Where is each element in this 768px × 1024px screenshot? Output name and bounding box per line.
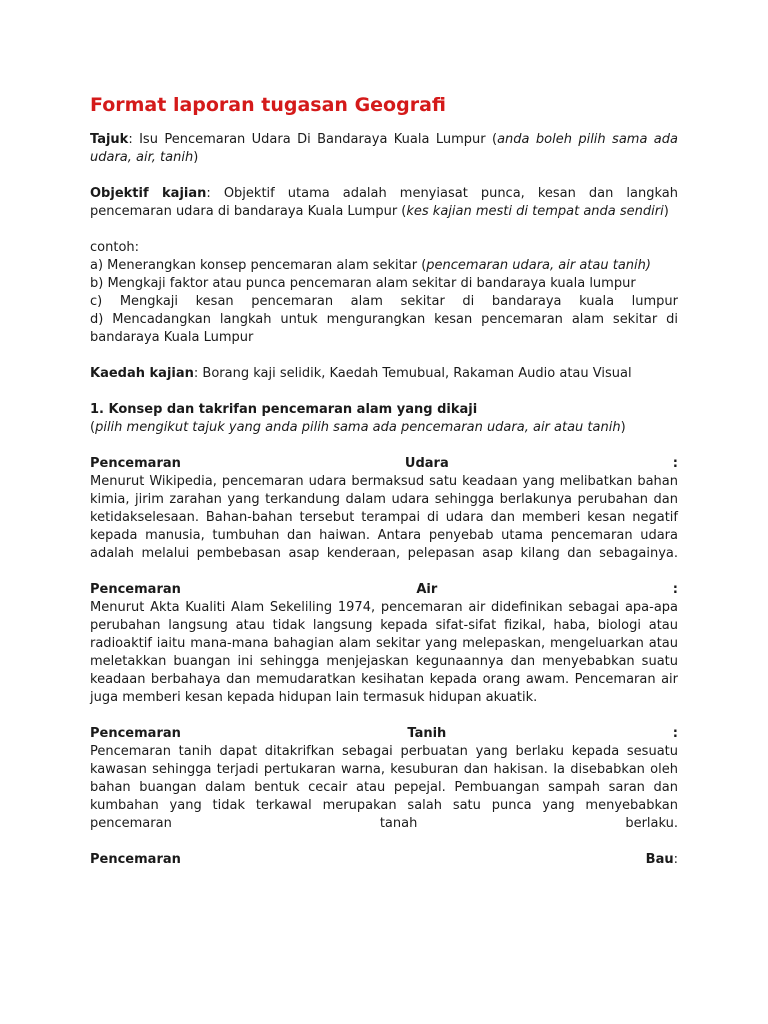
contoh-item-b: b) Mengkaji faktor atau punca pencemaran alam sekitar di bandaraya kuala lumpur [90,276,636,291]
section1-note-close: ) [620,420,626,435]
objektif-close: ) [663,204,669,219]
air-heading-left: Pencemaran [90,582,181,597]
air-heading-colon: : [672,582,678,597]
bau-heading [90,851,678,869]
tajuk-close: ) [193,150,199,165]
section1-note-text: pilih mengikut tajuk yang anda pilih sama ada pencemaran udara, air atau tanih [95,420,621,435]
bau-heading-left: Pencemaran [90,852,181,867]
air-heading [90,581,678,599]
document-content [90,92,678,869]
tanih-heading [90,725,678,743]
kaedah-label: Kaedah kajian [90,366,194,381]
objektif-label: Objektif kajian [90,186,207,201]
tanih-heading-colon: : [672,726,678,741]
air-heading-mid: Air [416,582,438,597]
contoh-item-d: d) Mencadangkan langkah untuk mengurangkan kesan pencemaran alam sekitar di bandaraya Kuala Lumpur [90,312,678,345]
contoh-label: contoh: [90,240,140,255]
contoh-item-a-text: a) Menerangkan konsep pencemaran alam sekitar ( [90,258,427,273]
objektif-paragraph [90,185,678,221]
bau-heading-right [646,851,678,869]
section1-heading: 1. Konsep dan takrifan pencemaran alam yang dikaji [90,402,478,417]
objektif-note: kes kajian mesti di tempat anda sendiri [406,204,664,219]
contoh-item-c: c) Mengkaji kesan pencemaran alam sekitar di bandaraya kuala lumpur [90,294,678,309]
udara-heading-colon: : [672,456,678,471]
contoh-item-a [90,257,678,275]
tanih-body: Pencemaran tanih dapat ditakrifkan sebagai perbuatan yang berlaku kepada sesuatu kawasan sehingga terjadi pertukaran warna, kesuburan dan hakisan. Ia disebabkan oleh bahan buangan dalam bentuk cecair atau pepejal. Pembuangan sampah saran dan kumbahan yang tidak terkawal merupakan salah satu punca yang menyebabkan pencemaran tanah berlaku. [90,744,678,831]
objektif-text: : Objektif utama adalah menyiasat punca, kesan dan langkah pencemaran udara di bandaraya Kuala Lumpur ( [90,186,678,219]
tajuk-label: Tajuk [90,132,129,147]
udara-heading [90,455,678,473]
tanih-heading-left: Pencemaran [90,726,181,741]
air-body: Menurut Akta Kualiti Alam Sekeliling 1974, pencemaran air didefinikan sebagai apa-apa perubahan langsung atau tidak langsung kepada sifat-sifat fizikal, haba, biologi atau radioaktif iaitu mana-mana bahagian alam sekitar yang melepaskan, mengeluarkan atau meletakkan buangan ini sehingga menjejaskan kegunaannya dan menyebabkan suatu keadaan berbahaya dan memudaratkan kesihatan kepada orang awam. Pencemaran air juga memberi kesan kepada hidupan lain termasuk hidupan akuatik. [90,600,678,705]
bau-heading-colon: : [673,852,678,867]
tajuk-paragraph [90,131,678,167]
tajuk-text: : Isu Pencemaran Udara Di Bandaraya Kuala Lumpur ( [128,132,498,147]
section1-note [90,419,678,437]
kaedah-text: : Borang kaji selidik, Kaedah Temubual, Rakaman Audio atau Visual [193,366,632,381]
udara-heading-mid: Udara [404,456,449,471]
kaedah-paragraph [90,365,678,383]
tanih-heading-mid: Tanih [407,726,447,741]
udara-body: Menurut Wikipedia, pencemaran udara bermaksud satu keadaan yang melibatkan bahan kimia, jirim zarahan yang terkandung dalam udara sehingga berlakunya perubahan dan ketidakselesaan. Bahan-bahan tersebut terampai di udara dan memberi kesan negatif kepada manusia, tumbuhan dan haiwan. Antara penyebab utama pencemaran udara adalah melalui pembebasan asap kenderaan, pelepasan asap kilang dan sebagainya. [90,474,678,561]
section1-note-open: ( [90,420,96,435]
tajuk-note: anda boleh pilih sama ada udara, air, tanih [90,132,678,165]
udara-heading-left: Pencemaran [90,456,181,471]
page-title: Format laporan tugasan Geografi [90,94,446,116]
bau-heading-word: Bau [645,852,674,867]
contoh-item-a-note: pencemaran udara, air atau tanih) [426,258,651,273]
